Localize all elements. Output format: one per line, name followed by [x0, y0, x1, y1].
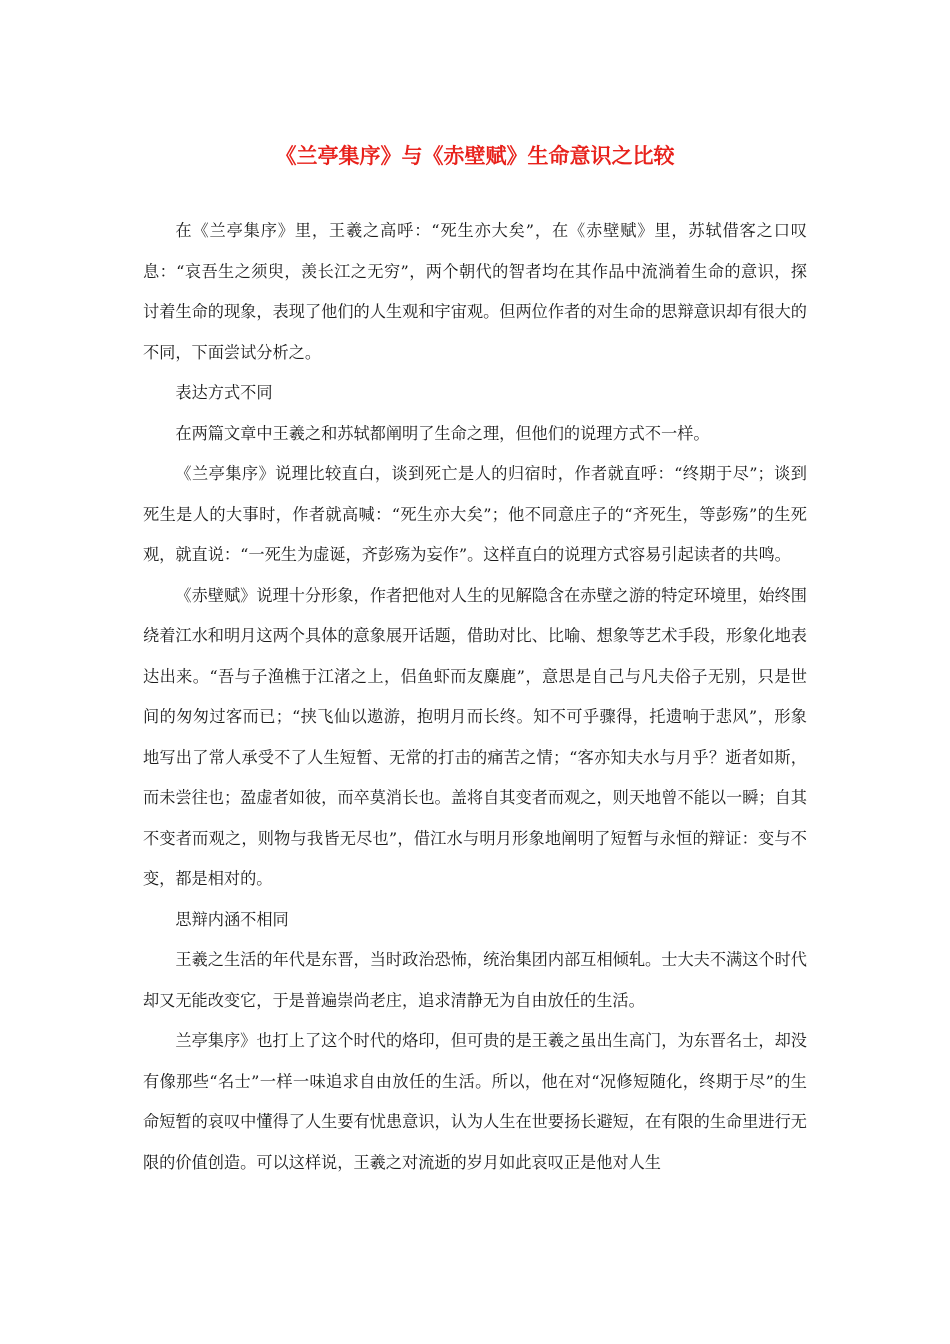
paragraph-intro: 在《兰亭集序》里，王羲之高呼：“死生亦大矣”，在《赤壁赋》里，苏轼借客之口叹息：“哀吾生之须臾，羡长江之无穷”，两个朝代的智者均在其作品中流淌着生命的意识，探讨着生命的现象，表现了他们的人生观和宇宙观。但两位作者的对生命的思辩意识却有很大的不同，下面尝试分析之。 — [143, 221, 807, 362]
section-heading-expression: 表达方式不同 — [175, 383, 273, 402]
paragraph: 在两篇文章中王羲之和苏轼都阐明了生命之理，但他们的说理方式不一样。 — [175, 423, 710, 443]
paragraph: 兰亭集序》也打上了这个时代的烙印，但可贵的是王羲之虽出生高门，为东晋名士，却没有像那些“名士”一样一味追求自由放任的生活。所以，他在对“况修短随化，终期于尽”的生命短暂的哀叹中懂得了人生要有忧患意识，认为人生在世要扬长避短，在有限的生命里进行无限的价值创造。可以这样说，王羲之对流逝的岁月如此哀叹正是他对人生 — [143, 1031, 807, 1172]
paragraph: 《兰亭集序》说理比较直白，谈到死亡是人的归宿时，作者就直呼：“终期于尽”；谈到死生是人的大事时，作者就高喊：“死生亦大矣”；他不同意庄子的“齐死生，等彭殇”的生死观，就直说：“一死生为虚诞，齐彭殇为妄作”。这样直白的说理方式容易引起读者的共鸣。 — [143, 464, 807, 564]
document-title: 《兰亭集序》与《赤壁赋》生命意识之比较 — [275, 144, 675, 168]
paragraph: 《赤壁赋》说理十分形象，作者把他对人生的见解隐含在赤壁之游的特定环境里，始终围绕着江水和明月这两个具体的意象展开话题，借助对比、比喻、想象等艺术手段，形象化地表达出来。“吾与子渔樵于江渚之上，侣鱼虾而友麋鹿”，意思是自己与凡夫俗子无别，只是世间的匆匆过客而已；“挟飞仙以遨游，抱明月而长终。知不可乎骤得，托遗响于悲风”，形象地写出了常人承受不了人生短暂、无常的打击的痛苦之情；“客亦知夫水与月乎？逝者如斯，而未尝往也；盈虚者如彼，而卒莫消长也。盖将自其变者而观之，则天地曾不能以一瞬；自其不变者而观之，则物与我皆无尽也”，借江水与明月形象地阐明了短暂与永恒的辩证：变与不变，都是相对的。 — [143, 585, 807, 888]
section-heading-connotation: 思辩内涵不相同 — [175, 909, 289, 929]
paragraph: 王羲之生活的年代是东晋，当时政治恐怖，统治集团内部互相倾轧。士大夫不满这个时代却又无能改变它，于是普遍崇尚老庄，追求清静无为自由放任的生活。 — [143, 950, 807, 1010]
document-body — [143, 211, 807, 1183]
